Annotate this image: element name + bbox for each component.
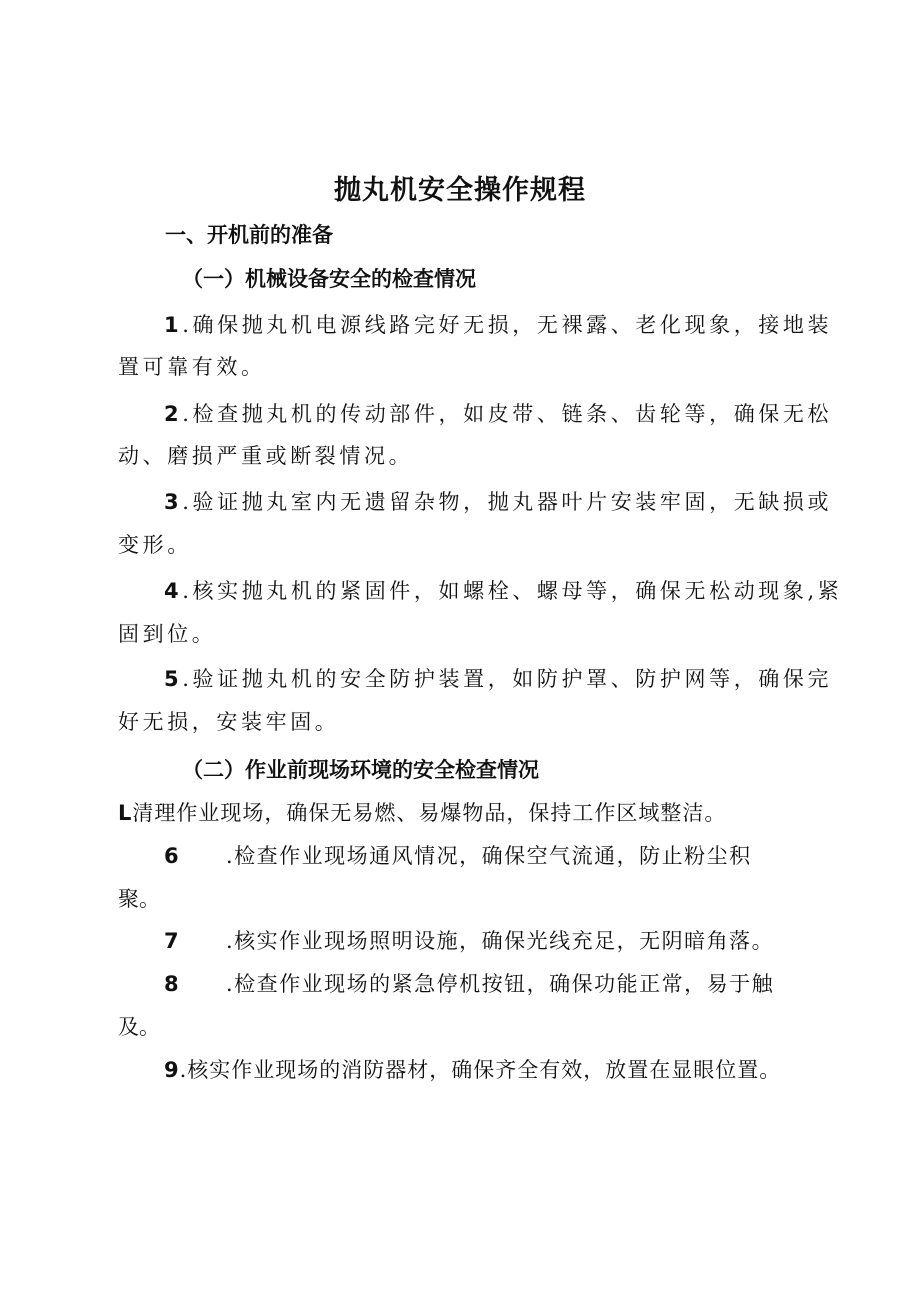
subsection-heading-1: （一）机械设备安全的检查情况 bbox=[182, 267, 476, 291]
list-item-3 bbox=[164, 487, 832, 517]
list-item-3-continuation: 变形。 bbox=[118, 533, 192, 557]
item-number: 9 bbox=[164, 1058, 180, 1082]
list-item-1-continuation: 置可靠有效。 bbox=[118, 355, 266, 379]
item-number: 1 bbox=[164, 313, 183, 337]
list-item-2 bbox=[164, 399, 832, 429]
item-text: .验证抛丸室内无遗留杂物，抛丸器叶片安装牢固，无缺损或 bbox=[182, 490, 833, 514]
section-heading-1: 一、开机前的准备 bbox=[165, 223, 333, 247]
list-item-6 bbox=[164, 841, 752, 871]
list-item-2-continuation: 动、磨损严重或断裂情况。 bbox=[118, 444, 414, 468]
list-item-5-continuation: 好无损，安装牢固。 bbox=[118, 710, 340, 734]
item-text: .检查作业现场通风情况，确保空气流通，防止粉尘积 bbox=[226, 844, 752, 868]
item-number: 3 bbox=[164, 490, 183, 514]
item-text: .核实抛丸机的紧固件，如螺栓、螺母等，确保无松动现象,紧 bbox=[182, 579, 843, 603]
item-number: 2 bbox=[164, 402, 183, 426]
list-item-9 bbox=[164, 1055, 781, 1085]
list-item-1 bbox=[164, 310, 832, 340]
list-item-L bbox=[118, 798, 726, 828]
item-text: .确保抛丸机电源线路完好无损，无裸露、老化现象，接地装 bbox=[182, 313, 833, 337]
list-item-4-continuation: 固到位。 bbox=[118, 622, 217, 646]
item-text: 清理作业现场，确保无易燃、易爆物品，保持工作区域整洁。 bbox=[132, 801, 727, 825]
item-number: 8 bbox=[164, 972, 181, 996]
subsection-heading-2: （二）作业前现场环境的安全检查情况 bbox=[182, 758, 539, 782]
list-item-8-continuation: 及。 bbox=[118, 1015, 160, 1039]
list-item-5 bbox=[164, 664, 832, 694]
item-number: 6 bbox=[164, 844, 181, 868]
item-number: L bbox=[118, 801, 133, 825]
item-number: 4 bbox=[164, 579, 183, 603]
item-number: 7 bbox=[164, 929, 181, 953]
list-item-7 bbox=[164, 926, 774, 956]
list-item-4 bbox=[164, 576, 842, 606]
document-title: 抛丸机安全操作规程 bbox=[334, 175, 586, 206]
item-text: .检查抛丸机的传动部件，如皮带、链条、齿轮等，确保无松 bbox=[182, 402, 833, 426]
item-number: 5 bbox=[164, 667, 183, 691]
item-text: .核实作业现场的消防器材，确保齐全有效，放置在显眼位置。 bbox=[179, 1058, 782, 1082]
item-text: .核实作业现场照明设施，确保光线充足，无阴暗角落。 bbox=[226, 929, 775, 953]
list-item-8 bbox=[164, 969, 774, 999]
list-item-6-continuation: 聚。 bbox=[118, 887, 160, 911]
item-text: .验证抛丸机的安全防护装置，如防护罩、防护网等，确保完 bbox=[182, 667, 833, 691]
item-text: .检查作业现场的紧急停机按钮，确保功能正常，易于触 bbox=[226, 972, 775, 996]
